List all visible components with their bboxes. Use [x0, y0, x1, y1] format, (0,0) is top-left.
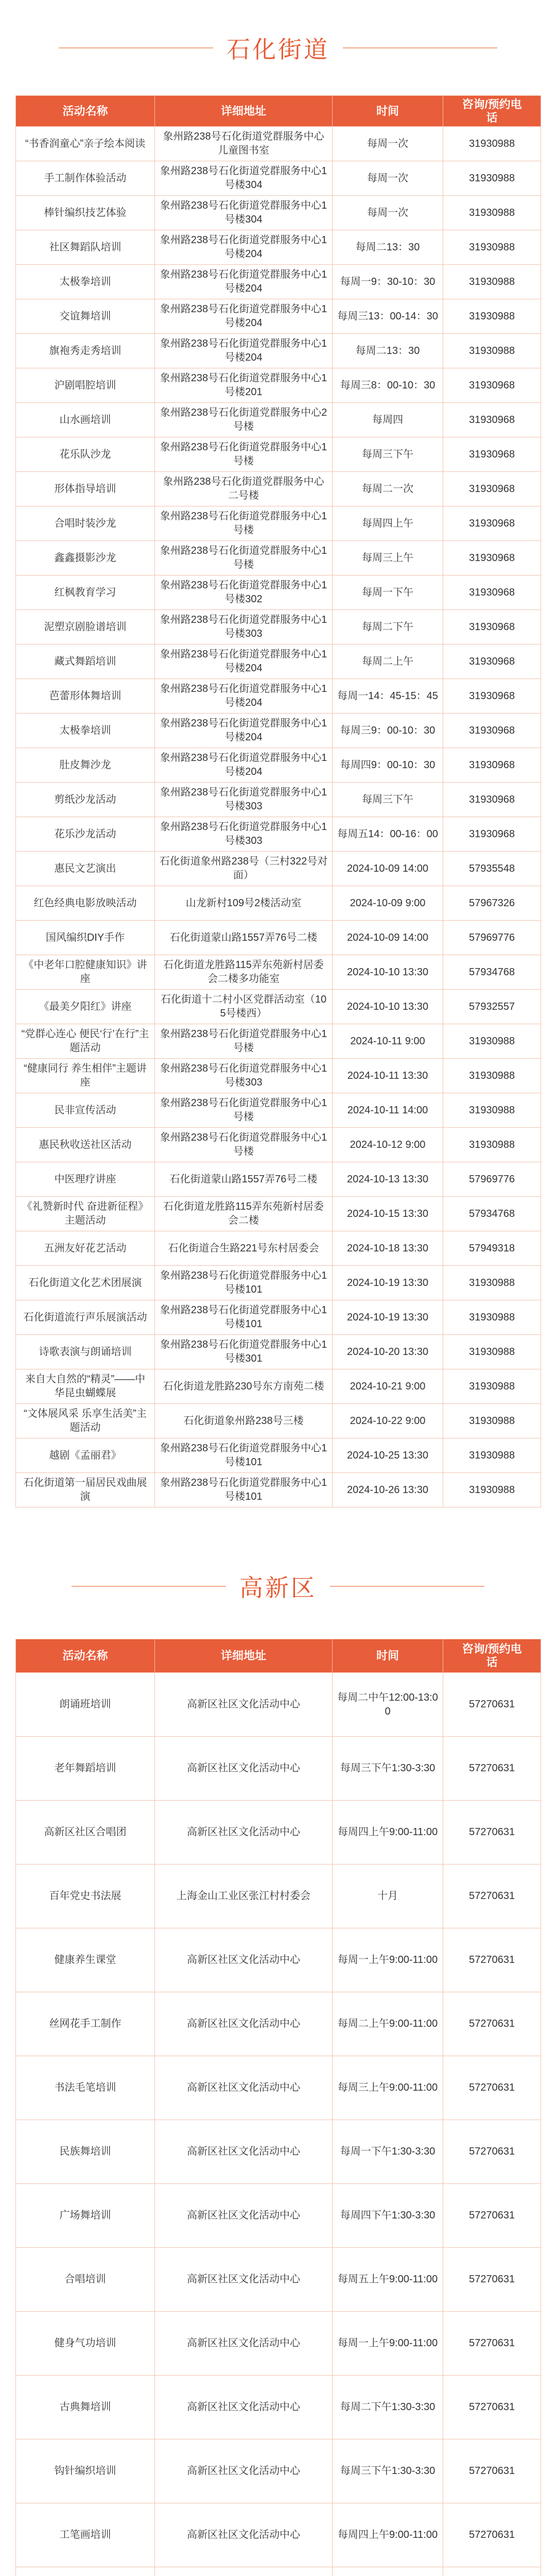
column-header-phone: 咨询/预约电话	[443, 1639, 541, 1673]
column-header-time: 时间	[333, 96, 443, 127]
table-row	[16, 748, 541, 783]
title-decor-line-right	[330, 1586, 484, 1587]
phone-cell: 31930988	[443, 1335, 541, 1369]
table-body-gaoxin	[16, 1673, 541, 2576]
address-cell: 高新区社区文化活动中心	[155, 1928, 333, 1992]
activity-name-cell: 花乐队沙龙	[16, 437, 155, 472]
phone-cell: 57932557	[443, 990, 541, 1024]
activity-name-cell: 鑫鑫摄影沙龙	[16, 541, 155, 575]
address-cell: 象州路238号石化街道党群服务中心1号楼101	[155, 1438, 333, 1473]
phone-cell: 31930968	[443, 714, 541, 748]
address-cell: 象州路238号石化街道党群服务中心1号楼301	[155, 1335, 333, 1369]
address-cell: 石化街道象州路238号三楼	[155, 1404, 333, 1438]
phone-cell: 57934768	[443, 1197, 541, 1231]
phone-cell: 57270631	[443, 1801, 541, 1865]
address-cell: 石化街道象州路238号（三村322号对面）	[155, 852, 333, 886]
table-row	[16, 230, 541, 265]
phone-cell: 31930968	[443, 645, 541, 679]
activity-name-cell: 社区舞蹈队培训	[16, 230, 155, 265]
time-cell: 每周三下午1:30-3:30	[333, 1737, 443, 1801]
phone-cell: 31930988	[443, 1024, 541, 1059]
time-cell: 每周三13：00-14：30	[333, 299, 443, 334]
activity-name-cell: 棒针编织技艺体验	[16, 196, 155, 230]
activity-name-cell: 红色经典电影放映活动	[16, 886, 155, 921]
phone-cell: 31930968	[443, 437, 541, 472]
table-row	[16, 196, 541, 230]
address-cell	[155, 2567, 333, 2576]
time-cell: 每周三9：00-10：30	[333, 714, 443, 748]
activity-name-cell: 国风编织DIY手作	[16, 921, 155, 955]
activity-name-cell: 民族舞培训	[16, 2120, 155, 2184]
time-cell: 2024-10-10 13:30	[333, 990, 443, 1024]
address-cell: 象州路238号石化街道党群服务中心1号楼204	[155, 748, 333, 783]
table-row	[16, 852, 541, 886]
address-cell: 象州路238号石化街道党群服务中心1号楼	[155, 541, 333, 575]
section-title: 石化街道	[227, 35, 329, 63]
time-cell: 每周一上午9:00-11:00	[333, 1928, 443, 1992]
time-cell: 十月	[333, 1865, 443, 1928]
phone-cell: 57270631	[443, 1992, 541, 2056]
address-cell: 象州路238号石化街道党群服务中心1号楼204	[155, 334, 333, 368]
address-cell: 象州路238号石化街道党群服务中心1号楼101	[155, 1300, 333, 1335]
table-row	[16, 299, 541, 334]
time-cell	[333, 2567, 443, 2576]
phone-cell: 57270631	[443, 2248, 541, 2312]
phone-cell: 57949318	[443, 1231, 541, 1266]
phone-cell: 57270631	[443, 2503, 541, 2567]
table-row	[16, 1369, 541, 1404]
table-row	[16, 2184, 541, 2248]
time-cell: 每周三下午1:30-3:30	[333, 2439, 443, 2503]
time-cell: 2024-10-25 13:30	[333, 1438, 443, 1473]
table-row	[16, 506, 541, 541]
activity-name-cell: 古典舞培训	[16, 2376, 155, 2439]
phone-cell: 31930988	[443, 1404, 541, 1438]
table-row	[16, 334, 541, 368]
address-cell: 高新区社区文化活动中心	[155, 2248, 333, 2312]
address-cell: 高新区社区文化活动中心	[155, 2056, 333, 2120]
table-row	[16, 2439, 541, 2503]
time-cell: 2024-10-19 13:30	[333, 1300, 443, 1335]
phone-cell: 31930988	[443, 334, 541, 368]
time-cell: 每周三下午	[333, 437, 443, 472]
time-cell: 2024-10-11 14:00	[333, 1093, 443, 1128]
address-cell: 石化街道十二村小区党群活动室（105号楼西）	[155, 990, 333, 1024]
phone-cell: 57270631	[443, 1865, 541, 1928]
activity-name-cell: “健康同行 养生相伴”主题讲座	[16, 1059, 155, 1093]
phone-cell: 31930988	[443, 196, 541, 230]
table-row	[16, 1300, 541, 1335]
address-cell: 高新区社区文化活动中心	[155, 2439, 333, 2503]
phone-cell: 31930988	[443, 1128, 541, 1162]
address-cell: 石化街道蒙山路1557弄76号二楼	[155, 921, 333, 955]
table-row	[16, 679, 541, 714]
activity-name-cell	[16, 2567, 155, 2576]
phone-cell: 31930988	[443, 1369, 541, 1404]
time-cell: 2024-10-09 14:00	[333, 921, 443, 955]
table-row	[16, 2376, 541, 2439]
phone-cell: 31930988	[443, 1093, 541, 1128]
address-cell: 象州路238号石化街道党群服务中心1号楼303	[155, 610, 333, 645]
activity-name-cell: 钩针编织培训	[16, 2439, 155, 2503]
activity-name-cell: 《中老年口腔健康知识》讲座	[16, 955, 155, 990]
table-row	[16, 127, 541, 161]
time-cell: 每周一下午	[333, 575, 443, 610]
activity-table-shihua	[15, 95, 541, 1507]
table-body-shihua	[16, 127, 541, 1507]
activity-name-cell: 丝网花手工制作	[16, 1992, 155, 2056]
table-row	[16, 921, 541, 955]
address-cell: 象州路238号石化街道党群服务中心1号楼	[155, 437, 333, 472]
table-row	[16, 1266, 541, 1300]
activity-name-cell: 太极拳培训	[16, 714, 155, 748]
table-row	[16, 1335, 541, 1369]
phone-cell: 31930988	[443, 1438, 541, 1473]
time-cell: 2024-10-22 9:00	[333, 1404, 443, 1438]
phone-cell: 57969776	[443, 1162, 541, 1197]
address-cell: 象州路238号石化街道党群服务中心1号楼303	[155, 1059, 333, 1093]
address-cell: 象州路238号石化街道党群服务中心1号楼	[155, 1024, 333, 1059]
phone-cell: 57967326	[443, 886, 541, 921]
phone-cell: 31930988	[443, 1473, 541, 1507]
time-cell: 每周一14：45-15：45	[333, 679, 443, 714]
activity-name-cell: 书法毛笔培训	[16, 2056, 155, 2120]
address-cell: 高新区社区文化活动中心	[155, 2376, 333, 2439]
table-row	[16, 1128, 541, 1162]
activity-name-cell: 肚皮舞沙龙	[16, 748, 155, 783]
activity-name-cell: 手工制作体验活动	[16, 161, 155, 196]
activity-name-cell: 石化街道流行声乐展演活动	[16, 1300, 155, 1335]
time-cell: 2024-10-11 13:30	[333, 1059, 443, 1093]
phone-cell: 31930988	[443, 265, 541, 299]
phone-cell: 31930988	[443, 230, 541, 265]
column-header-address: 详细地址	[155, 96, 333, 127]
activity-name-cell: 合唱时装沙龙	[16, 506, 155, 541]
table-row	[16, 1473, 541, 1507]
address-cell: 高新区社区文化活动中心	[155, 2503, 333, 2567]
table-row	[16, 783, 541, 817]
phone-cell: 57969776	[443, 921, 541, 955]
table-row	[16, 2248, 541, 2312]
address-cell: 象州路238号石化街道党群服务中心1号楼201	[155, 368, 333, 403]
phone-cell: 31930988	[443, 1266, 541, 1300]
activity-name-cell: 交谊舞培训	[16, 299, 155, 334]
time-cell: 每周二中午12:00-13:00	[333, 1673, 443, 1737]
activity-name-cell: “党群心连心 便民‘行’在行”主题活动	[16, 1024, 155, 1059]
activity-name-cell: 五洲友好花艺活动	[16, 1231, 155, 1266]
activity-name-cell: 剪纸沙龙活动	[16, 783, 155, 817]
time-cell: 2024-10-20 13:30	[333, 1335, 443, 1369]
address-cell: 象州路238号石化街道党群服务中心2号楼	[155, 403, 333, 437]
address-cell: 象州路238号石化街道党群服务中心1号楼204	[155, 230, 333, 265]
table-row	[16, 1992, 541, 2056]
activity-name-cell: 广场舞培训	[16, 2184, 155, 2248]
time-cell: 每周三下午	[333, 783, 443, 817]
time-cell: 每周一上午9:00-11:00	[333, 2312, 443, 2376]
time-cell: 每周一9：30-10：30	[333, 265, 443, 299]
activity-name-cell: 芭蕾形体舞培训	[16, 679, 155, 714]
phone-cell: 31930988	[443, 299, 541, 334]
time-cell: 每周五14：00-16：00	[333, 817, 443, 852]
table-row	[16, 1231, 541, 1266]
phone-cell: 31930968	[443, 783, 541, 817]
address-cell: 高新区社区文化活动中心	[155, 1673, 333, 1737]
table-row	[16, 714, 541, 748]
activity-name-cell: 朗诵班培训	[16, 1673, 155, 1737]
activity-name-cell: “文体展风采 乐享生活美”主题活动	[16, 1404, 155, 1438]
address-cell: 高新区社区文化活动中心	[155, 1992, 333, 2056]
column-header-name: 活动名称	[16, 1639, 155, 1673]
activity-name-cell: 形体指导培训	[16, 472, 155, 506]
time-cell: 每周一次	[333, 196, 443, 230]
activity-name-cell: 百年党史书法展	[16, 1865, 155, 1928]
time-cell: 2024-10-19 13:30	[333, 1266, 443, 1300]
activity-table-gaoxin	[15, 1639, 541, 2576]
address-cell: 上海金山工业区张江村村委会	[155, 1865, 333, 1928]
address-cell: 象州路238号石化街道党群服务中心1号楼302	[155, 575, 333, 610]
phone-cell: 31930968	[443, 748, 541, 783]
activity-name-cell: 太极拳培训	[16, 265, 155, 299]
activity-name-cell: 石化街道第一届居民戏曲展演	[16, 1473, 155, 1507]
column-header-time: 时间	[333, 1639, 443, 1673]
address-cell: 象州路238号石化街道党群服务中心儿童图书室	[155, 127, 333, 161]
time-cell: 2024-10-12 9:00	[333, 1128, 443, 1162]
time-cell: 每周四上午9:00-11:00	[333, 1801, 443, 1865]
table-header-row	[16, 1639, 541, 1673]
table-row	[16, 2056, 541, 2120]
address-cell: 石化街道蒙山路1557弄76号二楼	[155, 1162, 333, 1197]
time-cell: 每周五上午9:00-11:00	[333, 2248, 443, 2312]
address-cell: 石化街道龙胜路115弄东苑新村居委会二楼	[155, 1197, 333, 1231]
table-row	[16, 1865, 541, 1928]
table-row	[16, 645, 541, 679]
table-row	[16, 368, 541, 403]
table-row	[16, 1404, 541, 1438]
phone-cell: 31930968	[443, 368, 541, 403]
phone-cell: 31930968	[443, 679, 541, 714]
activity-name-cell: 越剧《孟丽君》	[16, 1438, 155, 1473]
time-cell: 每周四上午	[333, 506, 443, 541]
table-row	[16, 955, 541, 990]
phone-cell: 57935548	[443, 852, 541, 886]
address-cell: 石化街道龙胜路230号东方南苑二楼	[155, 1369, 333, 1404]
table-row	[16, 2312, 541, 2376]
time-cell: 每周二下午1:30-3:30	[333, 2376, 443, 2439]
table-row	[16, 1162, 541, 1197]
phone-cell: 31930988	[443, 161, 541, 196]
column-header-address: 详细地址	[155, 1639, 333, 1673]
activity-name-cell: 旗袍秀走秀培训	[16, 334, 155, 368]
time-cell: 每周二上午	[333, 645, 443, 679]
section-header-gaoxin	[0, 1507, 556, 1639]
activity-name-cell: 沪剧唱腔培训	[16, 368, 155, 403]
table-row	[16, 541, 541, 575]
time-cell: 每周三上午9:00-11:00	[333, 2056, 443, 2120]
title-decor-line-left	[59, 47, 213, 48]
table-row	[16, 1673, 541, 1737]
phone-cell: 57270631	[443, 1673, 541, 1737]
phone-cell: 57270631	[443, 2312, 541, 2376]
table-row	[16, 1801, 541, 1865]
address-cell: 石化街道合生路221号东村居委会	[155, 1231, 333, 1266]
time-cell: 每周二13：30	[333, 334, 443, 368]
time-cell: 每周三上午	[333, 541, 443, 575]
activity-name-cell: 藏式舞蹈培训	[16, 645, 155, 679]
activity-name-cell: 《礼赞新时代 奋进新征程》主题活动	[16, 1197, 155, 1231]
address-cell: 象州路238号石化街道党群服务中心1号楼101	[155, 1473, 333, 1507]
time-cell: 每周一次	[333, 161, 443, 196]
table-row	[16, 1928, 541, 1992]
table-row	[16, 990, 541, 1024]
address-cell: 高新区社区文化活动中心	[155, 1737, 333, 1801]
phone-cell: 31930988	[443, 127, 541, 161]
address-cell: 象州路238号石化街道党群服务中心1号楼303	[155, 817, 333, 852]
address-cell: 山龙新村109号2楼活动室	[155, 886, 333, 921]
phone-cell	[443, 2567, 541, 2576]
phone-cell: 31930968	[443, 403, 541, 437]
section-title: 高新区	[239, 1573, 317, 1602]
address-cell: 高新区社区文化活动中心	[155, 1801, 333, 1865]
table-row	[16, 817, 541, 852]
activity-name-cell: 来自大自然的“精灵”——中华昆虫蝴蝶展	[16, 1369, 155, 1404]
phone-cell: 57270631	[443, 2184, 541, 2248]
phone-cell: 31930988	[443, 1059, 541, 1093]
address-cell: 象州路238号石化街道党群服务中心1号楼204	[155, 265, 333, 299]
title-decor-line-left	[72, 1586, 226, 1587]
title-decor-line-right	[343, 47, 497, 48]
address-cell: 象州路238号石化街道党群服务中心二号楼	[155, 472, 333, 506]
activity-name-cell: 惠民文艺演出	[16, 852, 155, 886]
address-cell: 象州路238号石化街道党群服务中心1号楼304	[155, 161, 333, 196]
phone-cell: 57934768	[443, 955, 541, 990]
table-row	[16, 886, 541, 921]
activity-name-cell: 民非宣传活动	[16, 1093, 155, 1128]
table-row	[16, 437, 541, 472]
activity-name-cell: 花乐沙龙活动	[16, 817, 155, 852]
address-cell: 高新区社区文化活动中心	[155, 2312, 333, 2376]
activity-name-cell: 红枫教育学习	[16, 575, 155, 610]
address-cell: 象州路238号石化街道党群服务中心1号楼304	[155, 196, 333, 230]
phone-cell: 57270631	[443, 1737, 541, 1801]
time-cell: 2024-10-18 13:30	[333, 1231, 443, 1266]
address-cell: 象州路238号石化街道党群服务中心1号楼204	[155, 679, 333, 714]
activity-name-cell: “书香润童心”亲子绘本阅读	[16, 127, 155, 161]
table-row	[16, 2120, 541, 2184]
time-cell: 每周四	[333, 403, 443, 437]
time-cell: 2024-10-21 9:00	[333, 1369, 443, 1404]
activity-name-cell: 健身气功培训	[16, 2312, 155, 2376]
address-cell: 象州路238号石化街道党群服务中心1号楼303	[155, 783, 333, 817]
table-row	[16, 610, 541, 645]
column-header-phone: 咨询/预约电话	[443, 96, 541, 127]
table-row	[16, 1024, 541, 1059]
phone-cell: 57270631	[443, 2439, 541, 2503]
time-cell: 每周一次	[333, 127, 443, 161]
phone-cell: 31930968	[443, 541, 541, 575]
address-cell: 象州路238号石化街道党群服务中心1号楼204	[155, 645, 333, 679]
table-row	[16, 2503, 541, 2567]
address-cell: 象州路238号石化街道党群服务中心1号楼101	[155, 1266, 333, 1300]
time-cell: 2024-10-11 9:00	[333, 1024, 443, 1059]
address-cell: 高新区社区文化活动中心	[155, 2120, 333, 2184]
phone-cell: 31930988	[443, 1300, 541, 1335]
time-cell: 每周四上午9:00-11:00	[333, 2503, 443, 2567]
activity-name-cell: 合唱培训	[16, 2248, 155, 2312]
phone-cell: 31930968	[443, 817, 541, 852]
table-row	[16, 2567, 541, 2576]
time-cell: 每周三8：00-10：30	[333, 368, 443, 403]
time-cell: 2024-10-09 9:00	[333, 886, 443, 921]
address-cell: 象州路238号石化街道党群服务中心1号楼204	[155, 714, 333, 748]
table-row	[16, 1059, 541, 1093]
table-row	[16, 472, 541, 506]
phone-cell: 31930968	[443, 575, 541, 610]
time-cell: 2024-10-26 13:30	[333, 1473, 443, 1507]
address-cell: 象州路238号石化街道党群服务中心1号楼	[155, 506, 333, 541]
activity-name-cell: 高新区社区合唱团	[16, 1801, 155, 1865]
address-cell: 石化街道龙胜路115弄东苑新村居委会二楼多功能室	[155, 955, 333, 990]
activity-name-cell: 山水画培训	[16, 403, 155, 437]
time-cell: 2024-10-15 13:30	[333, 1197, 443, 1231]
section-header-shihua	[0, 0, 556, 95]
time-cell: 2024-10-10 13:30	[333, 955, 443, 990]
time-cell: 每周四9：00-10：30	[333, 748, 443, 783]
phone-cell: 57270631	[443, 2376, 541, 2439]
time-cell: 每周二下午	[333, 610, 443, 645]
phone-cell: 31930968	[443, 472, 541, 506]
activity-name-cell: 泥塑京剧脸谱培训	[16, 610, 155, 645]
phone-cell: 31930968	[443, 506, 541, 541]
activity-name-cell: 中医理疗讲座	[16, 1162, 155, 1197]
column-header-name: 活动名称	[16, 96, 155, 127]
table-row	[16, 575, 541, 610]
activity-name-cell: 工笔画培训	[16, 2503, 155, 2567]
time-cell: 每周四下午1:30-3:30	[333, 2184, 443, 2248]
activity-name-cell: 老年舞蹈培训	[16, 1737, 155, 1801]
time-cell: 2024-10-09 14:00	[333, 852, 443, 886]
table-row	[16, 1438, 541, 1473]
time-cell: 2024-10-13 13:30	[333, 1162, 443, 1197]
activity-name-cell: 健康养生课堂	[16, 1928, 155, 1992]
table-row	[16, 1093, 541, 1128]
time-cell: 每周二一次	[333, 472, 443, 506]
address-cell: 象州路238号石化街道党群服务中心1号楼	[155, 1128, 333, 1162]
table-row	[16, 403, 541, 437]
address-cell: 高新区社区文化活动中心	[155, 2184, 333, 2248]
activity-name-cell: 石化街道文化艺术团展演	[16, 1266, 155, 1300]
time-cell: 每周一下午1:30-3:30	[333, 2120, 443, 2184]
address-cell: 象州路238号石化街道党群服务中心1号楼204	[155, 299, 333, 334]
time-cell: 每周二13：30	[333, 230, 443, 265]
time-cell: 每周二上午9:00-11:00	[333, 1992, 443, 2056]
phone-cell: 57270631	[443, 2120, 541, 2184]
activity-name-cell: 惠民秋收送社区活动	[16, 1128, 155, 1162]
table-row	[16, 1197, 541, 1231]
table-row	[16, 1737, 541, 1801]
activity-name-cell: 《最美夕阳红》讲座	[16, 990, 155, 1024]
table-row	[16, 265, 541, 299]
table-row	[16, 161, 541, 196]
table-header-row	[16, 96, 541, 127]
phone-cell: 31930968	[443, 610, 541, 645]
activity-name-cell: 诗歌表演与朗诵培训	[16, 1335, 155, 1369]
phone-cell: 57270631	[443, 2056, 541, 2120]
address-cell: 象州路238号石化街道党群服务中心1号楼	[155, 1093, 333, 1128]
phone-cell: 57270631	[443, 1928, 541, 1992]
